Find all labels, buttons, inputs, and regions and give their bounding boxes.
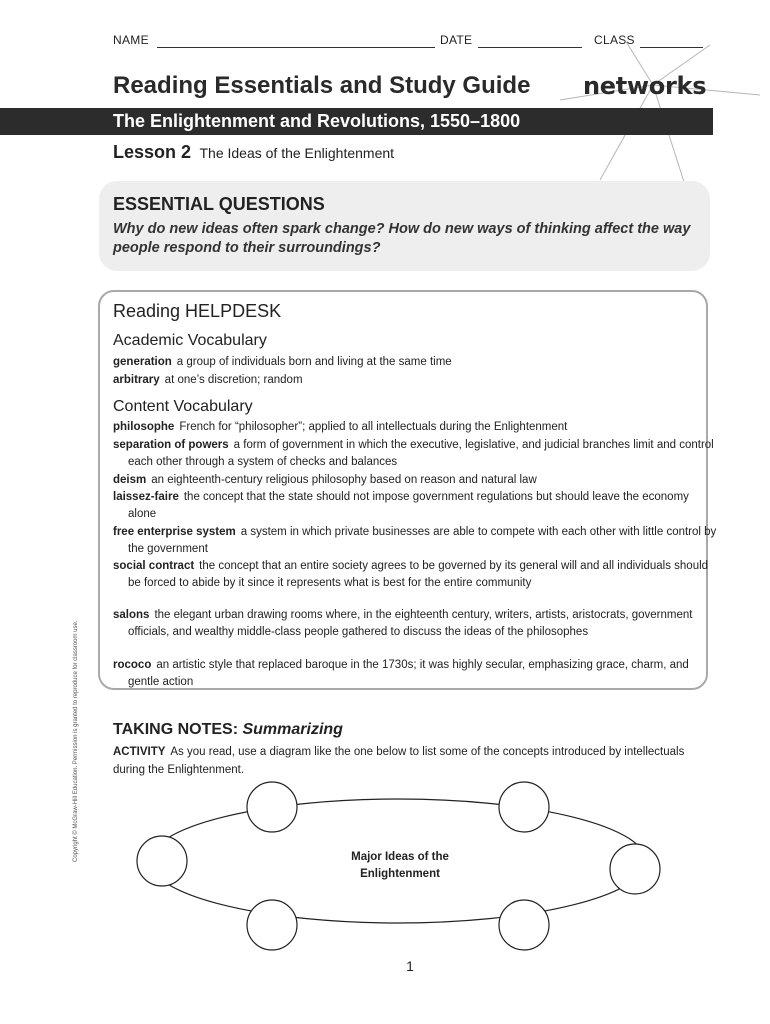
vocab-item — [113, 437, 718, 470]
chapter-subtitle: The Enlightenment and Revolutions, 1550–1800 — [113, 111, 521, 131]
class-label: CLASS — [594, 33, 635, 47]
vocab-definition: an artistic style that replaced baroque in the 1730s; it was highly secular, emphasizing grace, charm, and gentle action — [128, 659, 689, 688]
vocab-term: philosophe — [113, 421, 175, 433]
vocab-definition: French for “philosopher”; applied to all intellectuals during the Enlightenment — [179, 421, 568, 433]
diagram-circle-top-left[interactable] — [247, 782, 297, 832]
taking-notes-label: TAKING NOTES: — [113, 721, 239, 738]
vocab-term: separation of powers — [113, 439, 229, 451]
vocab-term: rococo — [113, 659, 152, 671]
diagram-circle-right[interactable] — [610, 844, 660, 894]
name-label: NAME — [113, 33, 149, 47]
vocab-term: free enterprise system — [113, 526, 236, 538]
lesson-heading — [113, 142, 394, 163]
name-blank[interactable] — [157, 47, 435, 48]
lesson-name: The Ideas of the Enlightenment — [199, 145, 395, 161]
vocab-definition: at one’s discretion; random — [164, 374, 303, 386]
vocab-definition: a group of individuals born and living at the same time — [176, 356, 452, 368]
vocab-term: deism — [113, 474, 147, 486]
essential-questions-heading: ESSENTIAL QUESTIONS — [113, 194, 325, 214]
copyright-notice: Copyright © McGraw-Hill Education. Permission is granted to reproduce for classroom use. — [73, 620, 79, 862]
vocab-definition: the concept that an entire society agrees to be governed by its general will and all individuals should be forced to abide by it since it represents what is best for the entire community — [128, 560, 709, 589]
taking-notes-skill: Summarizing — [242, 721, 343, 738]
diagram-circle-bottom-left[interactable] — [247, 900, 297, 950]
content-vocabulary-heading: Content Vocabulary — [113, 398, 253, 415]
helpdesk-heading: Reading HELPDESK — [113, 301, 282, 321]
vocab-definition: the elegant urban drawing rooms where, in the eighteenth century, writers, artists, aristocrats, government officials, and wealthy middle-class people gathered to discuss the ideas of the philosophes — [128, 609, 693, 638]
vocab-term: laissez-faire — [113, 491, 179, 503]
vocab-item — [113, 607, 718, 640]
lesson-number: Lesson 2 — [113, 142, 192, 162]
vocab-term: generation — [113, 356, 172, 368]
vocab-term: social contract — [113, 560, 195, 572]
activity-instructions — [113, 743, 703, 779]
diagram-circle-bottom-right[interactable] — [499, 900, 549, 950]
vocab-definition: a form of government in which the executive, legislative, and judicial branches limit and control each other through a system of checks and balances — [128, 439, 714, 468]
diagram-center-label — [320, 849, 480, 883]
vocab-definition: an eighteenth-century religious philosophy based on reason and natural law — [151, 474, 537, 486]
networks-logo: networks — [583, 72, 707, 100]
vocab-item — [113, 372, 718, 389]
academic-vocabulary-heading: Academic Vocabulary — [113, 332, 267, 349]
vocab-item — [113, 419, 718, 436]
activity-label: ACTIVITY — [113, 746, 166, 758]
page-number: 1 — [406, 958, 414, 974]
vocab-definition: the concept that the state should not impose government regulations but should leave the economy alone — [128, 491, 689, 520]
diagram-center-line2: Enlightenment — [360, 868, 440, 880]
vocab-item — [113, 558, 718, 591]
vocab-item — [113, 524, 718, 557]
essential-questions-text: Why do new ideas often spark change? How do new ways of thinking affect the way people respond to their surroundings? — [113, 221, 691, 256]
diagram-circle-top-right[interactable] — [499, 782, 549, 832]
page-title: Reading Essentials and Study Guide — [113, 72, 531, 99]
vocab-term: arbitrary — [113, 374, 160, 386]
vocab-term: salons — [113, 609, 150, 621]
vocab-definition: a system in which private businesses are able to compete with each other with little control by the government — [128, 526, 717, 555]
diagram-center-line1: Major Ideas of the — [351, 851, 449, 863]
vocab-item — [113, 489, 718, 522]
diagram-circle-left[interactable] — [137, 836, 187, 886]
vocab-item — [113, 657, 718, 690]
vocab-item — [113, 472, 718, 489]
taking-notes-heading — [113, 721, 343, 739]
activity-text: As you read, use a diagram like the one below to list some of the concepts introduced by intellectuals during the Enlightenment. — [113, 746, 685, 776]
date-label: DATE — [440, 33, 473, 47]
vocab-item — [113, 354, 718, 371]
